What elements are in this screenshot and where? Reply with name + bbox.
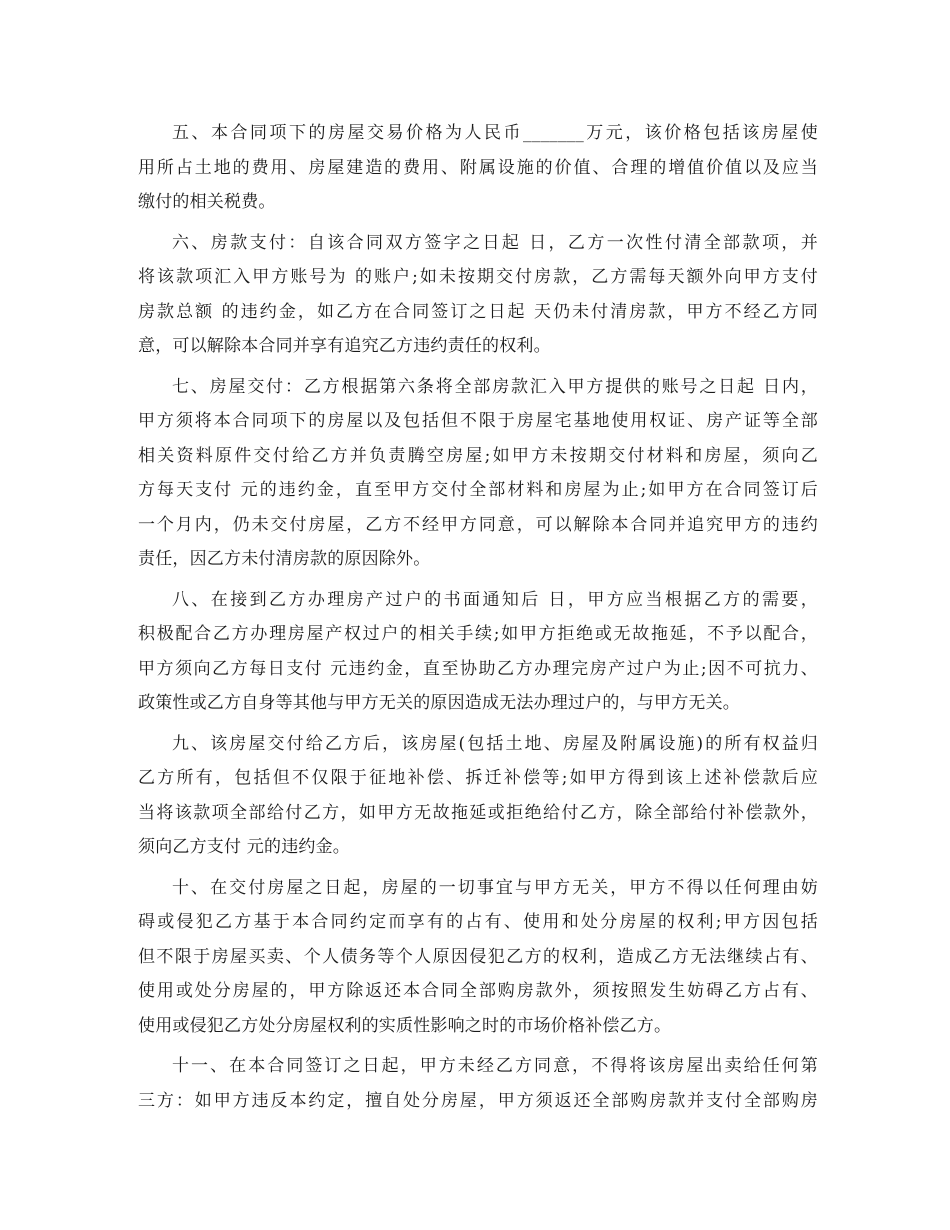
text-line: 将该款项汇入甲方账号为 的账户;如未按期交付房款，乙方需每天额外向甲方支付 xyxy=(138,267,818,287)
text-line: 但不限于房屋买卖、个人债务等个人原因侵犯乙方的权利，造成乙方无法继续占有、 xyxy=(138,946,818,967)
text-line: 甲方须向乙方每日支付 元违约金，直至协助乙方办理完房产过户为止;因不可抗力、 xyxy=(138,658,818,679)
text-line: 缴付的相关税费。 xyxy=(138,192,276,212)
clause-10 xyxy=(138,871,818,1044)
text-line: 用所占土地的费用、房屋建造的费用、附属设施的价值、合理的增值价值以及应当 xyxy=(138,157,818,178)
text-line: 相关资料原件交付给乙方并负责腾空房屋;如甲方未按期交付材料和房屋，须向乙 xyxy=(138,445,818,466)
text-line: 责任，因乙方未付清房款的原因除外。 xyxy=(138,549,431,569)
text-line: 使用或侵犯乙方处分房屋权利的实质性影响之时的市场价格补偿乙方。 xyxy=(138,1015,672,1036)
text-line: 七、房屋交付：乙方根据第六条将全部房款汇入甲方提供的账号之日起 日内， xyxy=(172,376,818,397)
clause-8 xyxy=(138,583,818,721)
clause-7 xyxy=(138,370,818,577)
text-line: 房款总额 的违约金，如乙方在合同签订之日起 天仍未付清房款，甲方不经乙方同 xyxy=(138,301,818,322)
clause-11 xyxy=(138,1049,818,1118)
clause-6 xyxy=(138,226,818,364)
text-line: 须向乙方支付 元的违约金。 xyxy=(138,837,351,857)
text-line: 三方：如甲方违反本约定，擅自处分房屋，甲方须返还全部购房款并支付全部购房 xyxy=(138,1090,818,1111)
text-line: 当将该款项全部给付乙方，如甲方无故拖延或拒绝给付乙方，除全部给付补偿款外， xyxy=(138,802,818,823)
text-line: 一个月内，仍未交付房屋，乙方不经甲方同意，可以解除本合同并追究甲方的违约 xyxy=(138,514,818,535)
text-line: 五、本合同项下的房屋交易价格为人民币_______万元，该价格包括该房屋使 xyxy=(172,123,818,143)
document-page xyxy=(138,116,818,1124)
text-line: 使用或处分房屋的，甲方除返还本合同全部购房款外，须按照发生妨碍乙方占有、 xyxy=(138,981,818,1001)
text-line: 八、在接到乙方办理房产过户的书面通知后 日，甲方应当根据乙方的需要， xyxy=(172,589,818,610)
text-line: 碍或侵犯乙方基于本合同约定而享有的占有、使用和处分房屋的权利;甲方因包括 xyxy=(138,912,818,932)
text-line: 甲方须将本合同项下的房屋以及包括但不限于房屋宅基地使用权证、房产证等全部 xyxy=(138,411,818,431)
clause-5 xyxy=(138,116,818,220)
text-line: 六、房款支付：自该合同双方签字之日起 日，乙方一次性付清全部款项，并 xyxy=(172,232,818,253)
text-line: 十、在交付房屋之日起，房屋的一切事宜与甲方无关，甲方不得以任何理由妨 xyxy=(172,877,818,898)
text-line: 乙方所有，包括但不仅限于征地补偿、拆迁补偿等;如甲方得到该上述补偿款后应 xyxy=(138,768,818,788)
text-line: 九、该房屋交付给乙方后，该房屋(包括土地、房屋及附属设施)的所有权益归 xyxy=(172,733,818,754)
text-line: 政策性或乙方自身等其他与甲方无关的原因造成无法办理过户的，与甲方无关。 xyxy=(138,693,740,713)
clause-9 xyxy=(138,727,818,865)
text-line: 方每天支付 元的违约金，直至甲方交付全部材料和房屋为止;如甲方在合同签订后 xyxy=(138,480,818,500)
text-line: 十一、在本合同签订之日起，甲方未经乙方同意，不得将该房屋出卖给任何第 xyxy=(172,1056,818,1076)
text-line: 积极配合乙方办理房屋产权过户的相关手续;如甲方拒绝或无故拖延，不予以配合， xyxy=(138,624,818,644)
text-line: 意，可以解除本合同并享有追究乙方违约责任的权利。 xyxy=(138,336,551,356)
